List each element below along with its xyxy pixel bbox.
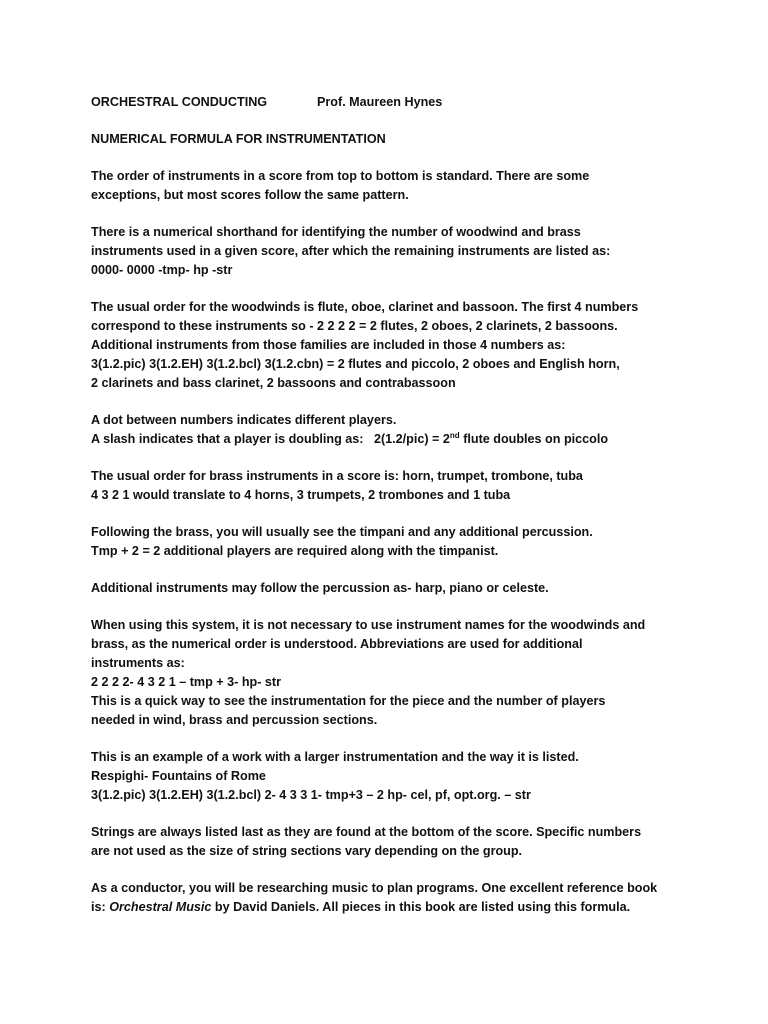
text-line: As a conductor, you will be researching music to plan programs. One excellent reference book: [91, 881, 658, 895]
paragraph: [91, 298, 728, 393]
text-line: Tmp + 2 = 2 additional players are required along with the timpanist.: [91, 544, 499, 558]
text-line: brass, as the numerical order is understood. Abbreviations are used for additional: [91, 637, 583, 651]
paragraph: [91, 223, 728, 280]
text-line: The usual order for brass instruments in a score is: horn, trumpet, trombone, tuba: [91, 469, 583, 483]
text-line: Strings are always listed last as they are found at the bottom of the score. Specific numbers: [91, 825, 642, 839]
text-line: instruments used in a given score, after which the remaining instruments are listed as:: [91, 244, 611, 258]
text-run: flute doubles on piccolo: [459, 432, 609, 446]
text-line: The order of instruments in a score from top to bottom is standard. There are some: [91, 169, 590, 183]
text-line: This is an example of a work with a larger instrumentation and the way it is listed.: [91, 750, 579, 764]
text-line: needed in wind, brass and percussion sections.: [91, 713, 378, 727]
document-body: [91, 167, 728, 917]
book-title: Orchestral Music: [109, 900, 212, 914]
text-line: A dot between numbers indicates different players.: [91, 413, 397, 427]
text-run: by David Daniels. All pieces in this book are listed using this formula.: [211, 900, 631, 914]
text-line: correspond to these instruments so - 2 2 2 2 = 2 flutes, 2 oboes, 2 clarinets, 2 bassoons.: [91, 319, 618, 333]
text-line: [91, 430, 728, 449]
text-line: Respighi- Fountains of Rome: [91, 769, 266, 783]
text-line: are not used as the size of string sections vary depending on the group.: [91, 844, 523, 858]
document-header: [91, 93, 728, 112]
text-line: exceptions, but most scores follow the same pattern.: [91, 188, 409, 202]
ordinal-superscript: nd: [449, 431, 460, 440]
paragraph: [91, 823, 728, 861]
paragraph: [91, 879, 728, 917]
text-line: Additional instruments may follow the percussion as- harp, piano or celeste.: [91, 581, 549, 595]
paragraph: [91, 616, 728, 730]
text-line: Additional instruments from those families are included in those 4 numbers as:: [91, 338, 566, 352]
paragraph: [91, 579, 728, 598]
text-line: 4 3 2 1 would translate to 4 horns, 3 trumpets, 2 trombones and 1 tuba: [91, 488, 511, 502]
text-run: A slash indicates that a player is doubling as: 2(1.2/pic) = 2: [91, 432, 450, 446]
document-title: NUMERICAL FORMULA FOR INSTRUMENTATION: [91, 132, 386, 146]
text-line: There is a numerical shorthand for identifying the number of woodwind and brass: [91, 225, 581, 239]
paragraph: [91, 748, 728, 805]
paragraph: [91, 467, 728, 505]
text-line: 3(1.2.pic) 3(1.2.EH) 3(1.2.bcl) 3(1.2.cbn) = 2 flutes and piccolo, 2 oboes and English horn,: [91, 357, 620, 371]
text-run: is:: [91, 900, 110, 914]
text-line: 3(1.2.pic) 3(1.2.EH) 3(1.2.bcl) 2- 4 3 3 1- tmp+3 – 2 hp- cel, pf, opt.org. – str: [91, 788, 531, 802]
text-line: instruments as:: [91, 656, 185, 670]
text-line: The usual order for the woodwinds is flute, oboe, clarinet and bassoon. The first 4 numbers: [91, 300, 639, 314]
text-line: When using this system, it is not necessary to use instrument names for the woodwinds and: [91, 618, 646, 632]
text-line: 2 clarinets and bass clarinet, 2 bassoons and contrabassoon: [91, 376, 456, 390]
text-line: This is a quick way to see the instrumentation for the piece and the number of players: [91, 694, 606, 708]
course-title: ORCHESTRAL CONDUCTING: [91, 95, 268, 109]
paragraph: [91, 167, 728, 205]
text-line: [91, 898, 728, 917]
text-line: 2 2 2 2- 4 3 2 1 – tmp + 3- hp- str: [91, 675, 282, 689]
paragraph: [91, 523, 728, 561]
paragraph: [91, 411, 728, 449]
professor-name: Prof. Maureen Hynes: [317, 95, 443, 109]
text-line: Following the brass, you will usually see the timpani and any additional percussion.: [91, 525, 593, 539]
text-line: 0000- 0000 -tmp- hp -str: [91, 263, 233, 277]
